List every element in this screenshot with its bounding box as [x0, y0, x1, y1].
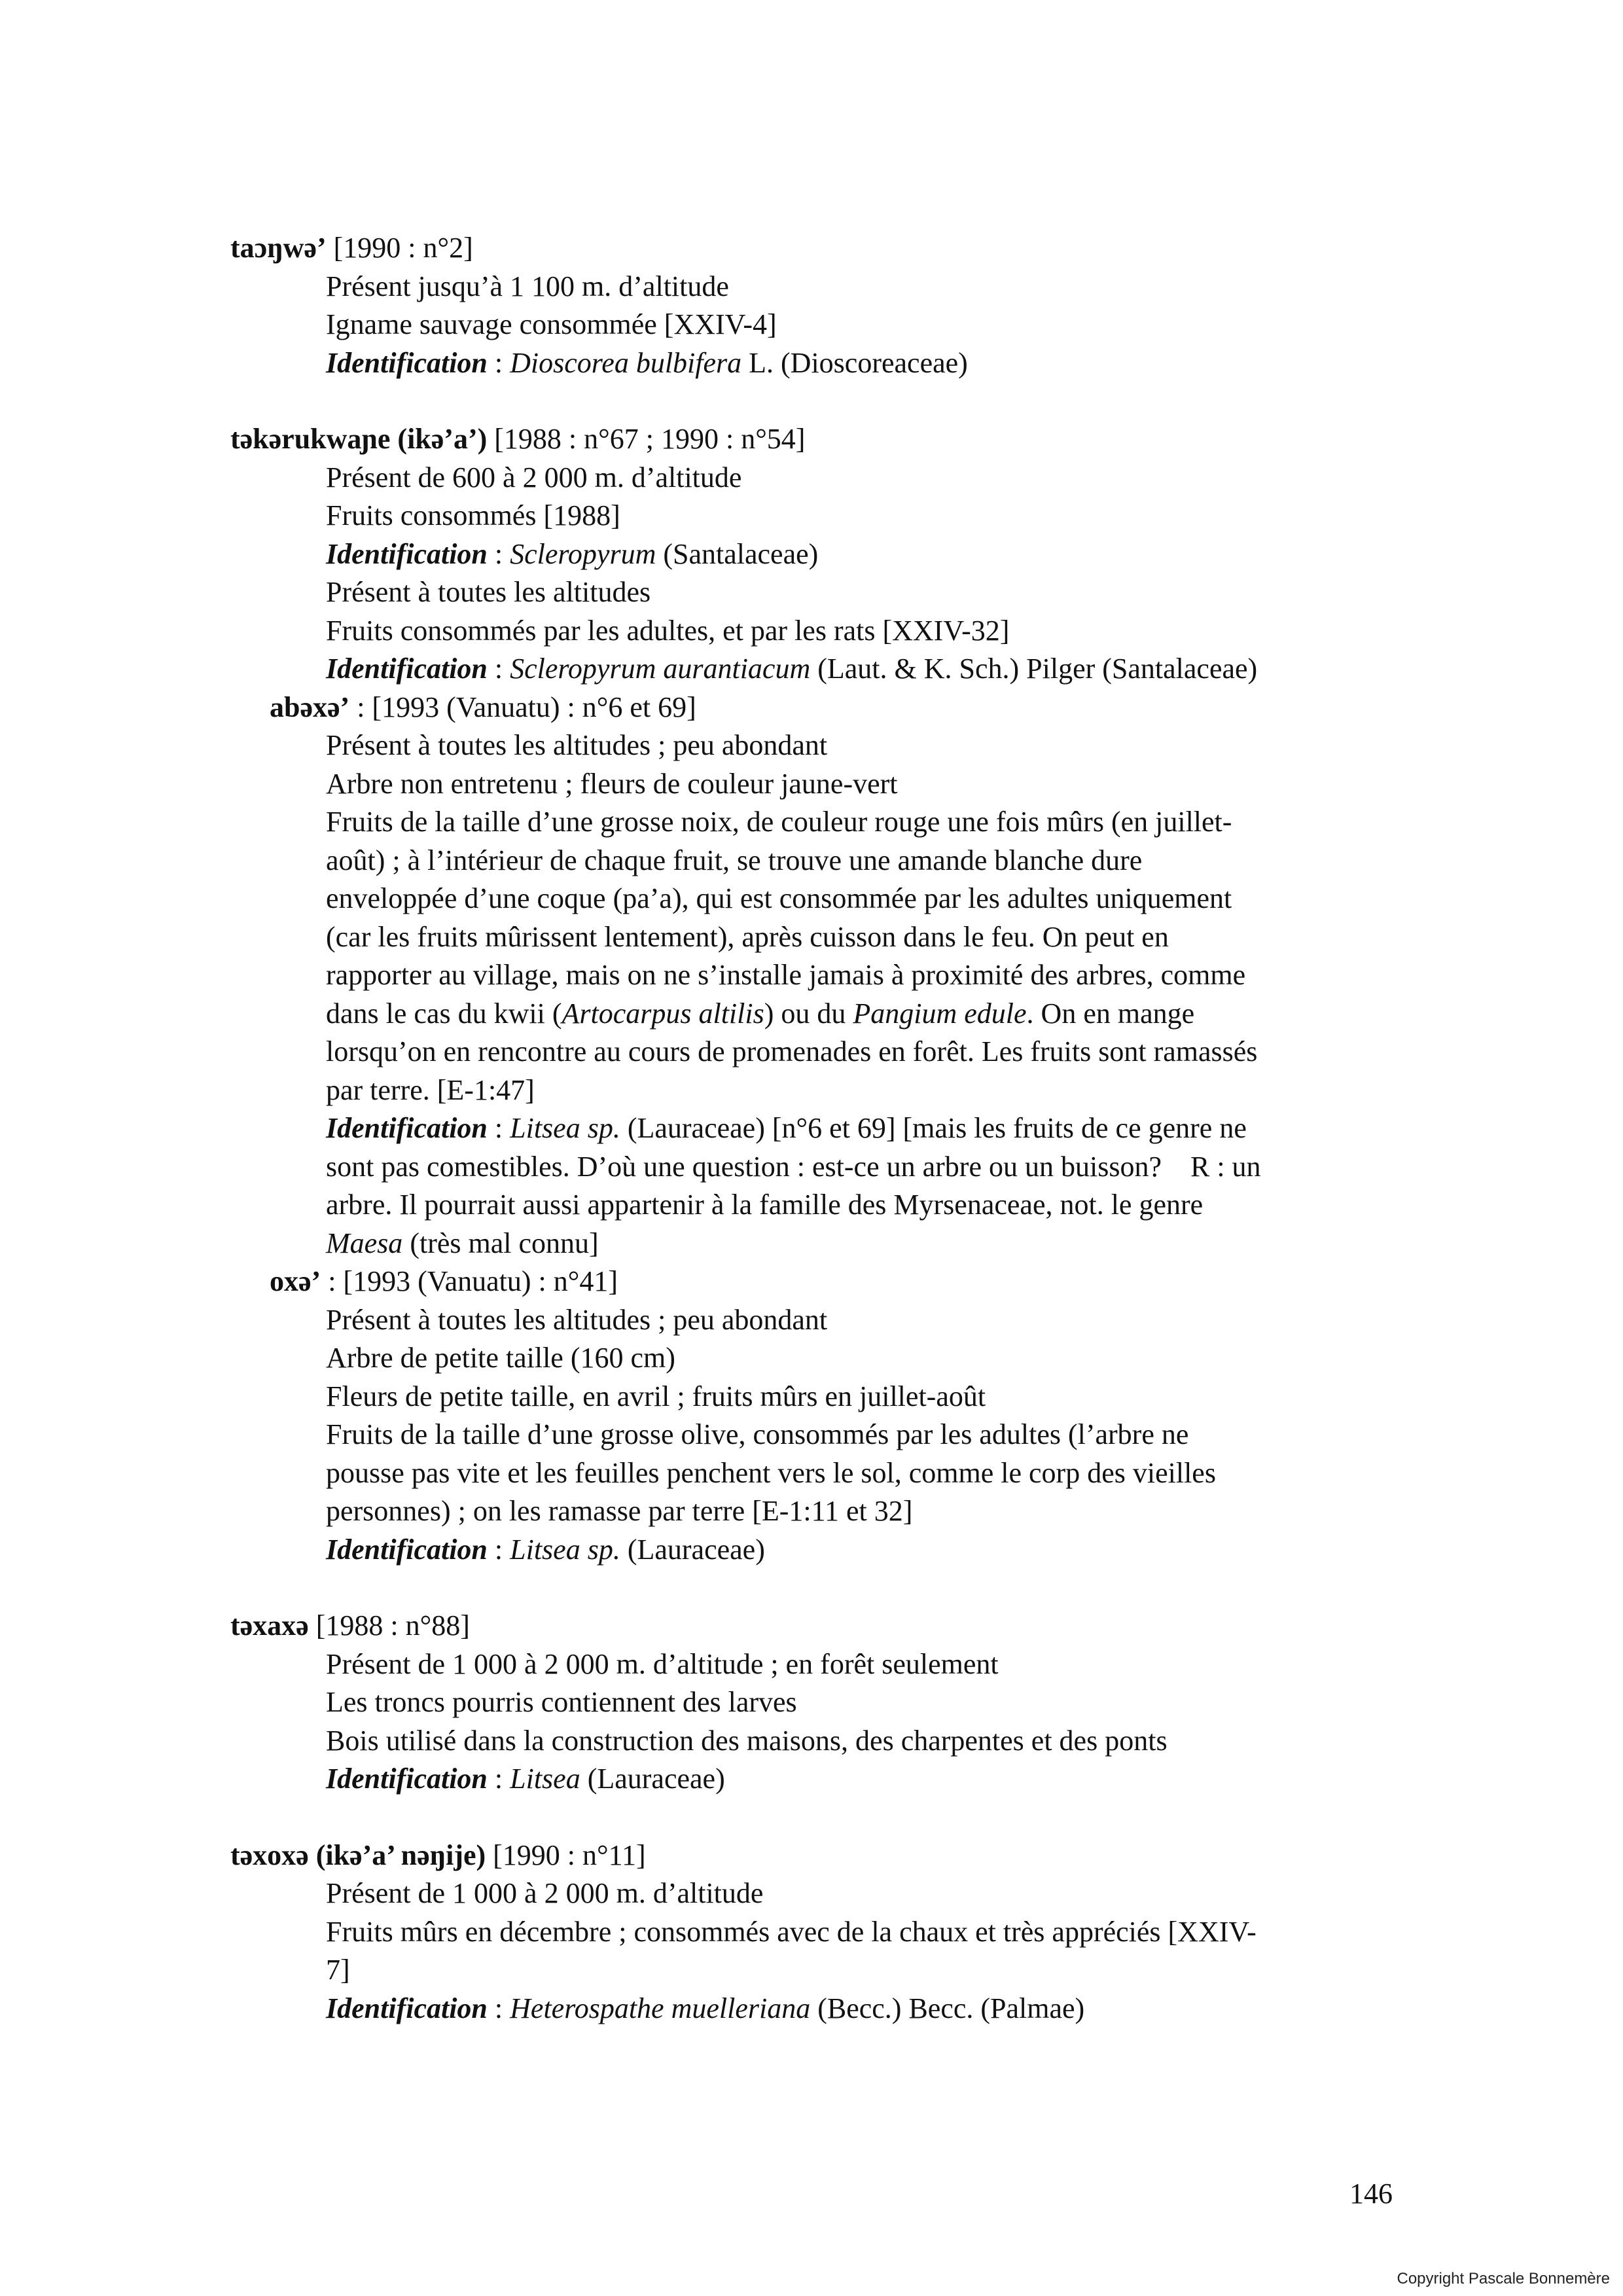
- entry-line: Les troncs pourris contiennent des larves: [326, 1686, 797, 1718]
- entry-line: Présent de 1 000 à 2 000 m. d’altitude ; en forêt seulement: [326, 1647, 999, 1680]
- sub-entry: [230, 689, 1395, 1263]
- identification-label: Identification: [326, 1992, 488, 2024]
- dictionary-entry: [230, 1837, 1395, 2028]
- identification-line: Identification : Scleropyrum aurantiacum (Laut. & K. Sch.) Pilger (Santalaceae): [326, 653, 1258, 685]
- entry-line: enveloppée d’une coque (pa’a), qui est consommée par les adultes uniquement: [326, 882, 1232, 914]
- entry-line: Présent jusqu’à 1 100 m. d’altitude: [326, 270, 729, 302]
- scientific-name: Maesa: [326, 1227, 403, 1259]
- headword: təkərukwaɲe (ikə’a’): [230, 423, 488, 455]
- entry-line: pousse pas vite et les feuilles penchent vers le sol, comme le corp des vieilles: [326, 1456, 1216, 1489]
- identification-line: Identification : Litsea sp. (Lauraceae) [n°6 et 69] [mais les fruits de ce genre ne: [326, 1112, 1247, 1144]
- sub-entry: [230, 1263, 1395, 1569]
- entry-line: Fruits de la taille d’une grosse noix, de couleur rouge une fois mûrs (en juillet-: [326, 806, 1232, 838]
- entry-line: Présent de 600 à 2 000 m. d’altitude: [326, 461, 742, 493]
- entry-head: [230, 689, 1395, 727]
- entry-head: [230, 1263, 1395, 1301]
- entry-line: Bois utilisé dans la construction des maisons, des charpentes et des ponts: [326, 1724, 1168, 1757]
- identification-line: Identification : Heterospathe muelleriana (Becc.) Becc. (Palmae): [326, 1992, 1085, 2024]
- scientific-name: Scleropyrum aurantiacum: [510, 653, 811, 685]
- entry-reference: [1990 : n°2]: [326, 232, 473, 264]
- identification-label: Identification: [326, 1763, 488, 1795]
- identification-label: Identification: [326, 346, 488, 379]
- entry-head: [230, 1607, 1395, 1645]
- identification-line: Identification : Litsea sp. (Lauraceae): [326, 1533, 765, 1566]
- identification-label: Identification: [326, 1533, 488, 1566]
- entry-line: Arbre de petite taille (160 cm): [326, 1342, 675, 1374]
- entry-line: par terre. [E-1:47]: [326, 1073, 535, 1106]
- entry-reference: [1988 : n°67 ; 1990 : n°54]: [487, 423, 806, 455]
- identification-label: Identification: [326, 653, 488, 685]
- scientific-name: Litsea sp.: [510, 1533, 620, 1566]
- entry-line: personnes) ; on les ramasse par terre [E-1:11 et 32]: [326, 1495, 913, 1527]
- entry-head: [230, 420, 1395, 459]
- entry-line: Présent à toutes les altitudes ; peu abondant: [326, 1303, 828, 1336]
- scientific-name: Litsea: [510, 1763, 580, 1795]
- entry-line: rapporter au village, mais on ne s’installe jamais à proximité des arbres, comme: [326, 959, 1246, 991]
- entry-line: sont pas comestibles. D’où une question : est-ce un arbre ou un buisson? R : un: [326, 1150, 1261, 1183]
- copyright-notice: Copyright Pascale Bonnemère: [1397, 2270, 1610, 2287]
- headword: oxə’: [270, 1265, 321, 1297]
- scientific-name: Litsea sp.: [510, 1112, 620, 1144]
- entry-reference: [1990 : n°11]: [486, 1839, 646, 1871]
- scientific-name: Scleropyrum: [510, 537, 656, 570]
- entry-head: [230, 229, 1395, 268]
- identification-line: Identification : Scleropyrum (Santalaceae): [326, 537, 819, 570]
- entry-line: Présent à toutes les altitudes ; peu abondant: [326, 729, 828, 761]
- entry-line: Maesa (très mal connu]: [326, 1227, 599, 1259]
- entry-line: Fruits mûrs en décembre ; consommés avec de la chaux et très appréciés [XXIV-: [326, 1915, 1257, 1948]
- scientific-name: Artocarpus altilis: [562, 997, 764, 1030]
- entry-line: (car les fruits mûrissent lentement), après cuisson dans le feu. On peut en: [326, 920, 1169, 953]
- dictionary-entry: [230, 420, 1395, 1569]
- entry-line: Arbre non entretenu ; fleurs de couleur jaune-vert: [326, 767, 898, 800]
- entry-reference: : [1993 (Vanuatu) : n°6 et 69]: [349, 691, 696, 723]
- entry-line: dans le cas du kwii (Artocarpus altilis) ou du Pangium edule. On en mange: [326, 997, 1195, 1030]
- scientific-name: Dioscorea bulbifera: [510, 346, 742, 379]
- entry-line: Fruits de la taille d’une grosse olive, consommés par les adultes (l’arbre ne: [326, 1418, 1189, 1450]
- entry-reference: [1988 : n°88]: [308, 1609, 470, 1641]
- dictionary-entry: [230, 1607, 1395, 1799]
- entry-line: août) ; à l’intérieur de chaque fruit, se trouve une amande blanche dure: [326, 844, 1143, 876]
- page-number: 146: [1349, 2178, 1393, 2210]
- entry-line: lorsqu’on en rencontre au cours de promenades en forêt. Les fruits sont ramassés: [326, 1035, 1258, 1067]
- dictionary-content: [230, 229, 1395, 2066]
- entry-line: arbre. Il pourrait aussi appartenir à la famille des Myrsenaceae, not. le genre: [326, 1189, 1204, 1221]
- identification-label: Identification: [326, 1112, 488, 1144]
- headword: təxoxə (ikə’a’ nəŋije): [230, 1839, 486, 1871]
- dictionary-entry: [230, 229, 1395, 382]
- entry-reference: : [1993 (Vanuatu) : n°41]: [321, 1265, 618, 1297]
- identification-label: Identification: [326, 537, 488, 570]
- entry-line: 7]: [326, 1954, 350, 1986]
- entry-line: Présent à toutes les altitudes: [326, 576, 651, 608]
- entry-line: Igname sauvage consommée [XXIV-4]: [326, 308, 777, 340]
- headword: təxaxə: [230, 1609, 309, 1641]
- headword: taɔŋwə’: [230, 232, 327, 264]
- scientific-name: Pangium edule: [853, 997, 1027, 1030]
- entry-line: Fruits consommés [1988]: [326, 499, 620, 531]
- headword: abəxə’: [270, 691, 350, 723]
- identification-line: Identification : Dioscorea bulbifera L. (Dioscoreaceae): [326, 346, 968, 379]
- entry-line: Présent de 1 000 à 2 000 m. d’altitude: [326, 1877, 764, 1909]
- entry-line: Fleurs de petite taille, en avril ; fruits mûrs en juillet-août: [326, 1380, 986, 1412]
- identification-line: Identification : Litsea (Lauraceae): [326, 1763, 725, 1795]
- scientific-name: Heterospathe muelleriana: [510, 1992, 811, 2024]
- entry-line: Fruits consommés par les adultes, et par les rats [XXIV-32]: [326, 614, 1010, 647]
- entry-head: [230, 1837, 1395, 1875]
